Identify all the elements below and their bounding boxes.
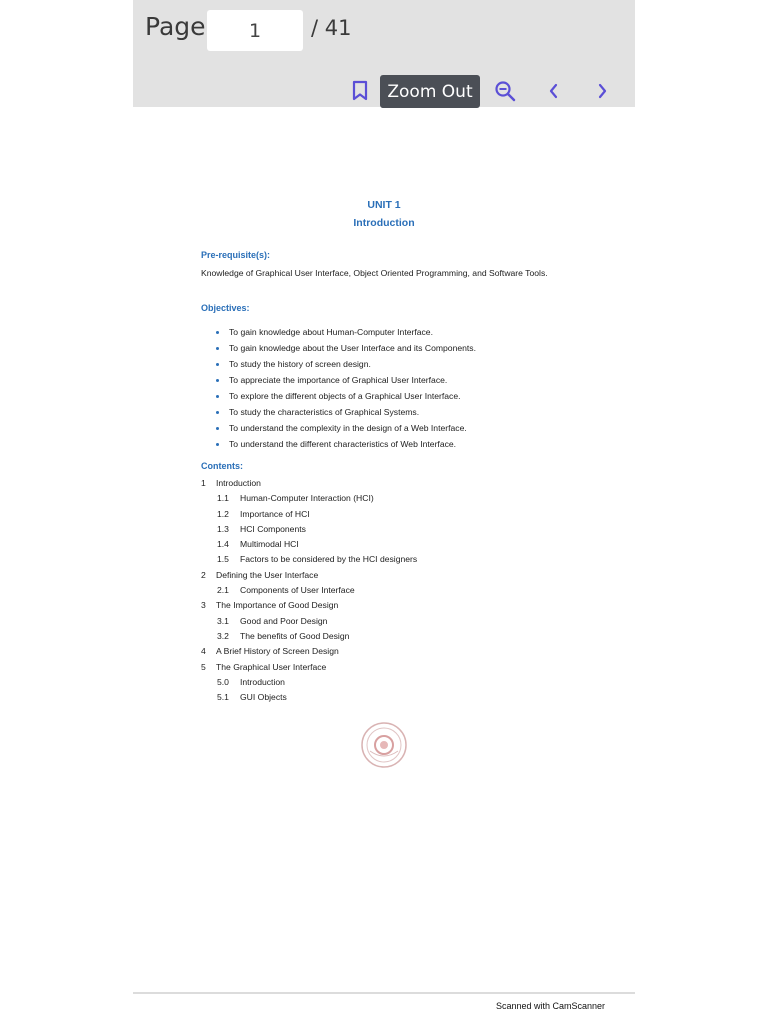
contents-item-title: The benefits of Good Design — [240, 630, 350, 641]
contents-item — [201, 614, 417, 629]
contents-item-title: Multimodal HCI — [240, 539, 299, 550]
contents-item — [201, 491, 417, 506]
objectives-list — [216, 325, 476, 453]
contents-item-number: 1.1 — [217, 493, 229, 504]
page-number-input[interactable] — [207, 10, 303, 51]
objective-item — [216, 389, 476, 405]
objective-text: To understand the complexity in the design of a Web Interface. — [229, 423, 467, 433]
contents-item-title: Human-Computer Interaction (HCI) — [240, 493, 374, 504]
next-page-button[interactable] — [587, 76, 617, 106]
contents-item-title: GUI Objects — [240, 692, 287, 703]
contents-item — [201, 583, 417, 598]
contents-item-number: 3 — [201, 600, 206, 611]
contents-item-number: 1 — [201, 478, 206, 488]
contents-item — [201, 476, 417, 491]
contents-item — [201, 522, 417, 537]
contents-item-number: 3.2 — [217, 630, 229, 641]
contents-item — [201, 507, 417, 522]
page-total: / 41 — [311, 16, 352, 40]
bullet-icon — [216, 363, 219, 366]
prereq-heading: Pre-requisite(s): — [201, 250, 271, 260]
contents-item-title: Components of User Interface — [240, 585, 355, 596]
objective-text: To gain knowledge about the User Interface and its Components. — [229, 343, 476, 353]
contents-item-title: Good and Poor Design — [240, 615, 328, 626]
bullet-icon — [216, 411, 219, 414]
objective-text: To understand the different characteristics of Web Interface. — [229, 439, 457, 449]
prereq-text: Knowledge of Graphical User Interface, Object Oriented Programming, and Software Tools. — [201, 268, 548, 278]
contents-item-title: Introduction — [216, 478, 261, 488]
contents-item-number: 1.5 — [217, 554, 229, 565]
contents-list — [201, 476, 417, 705]
bullet-icon — [216, 395, 219, 398]
objective-text: To study the characteristics of Graphical Systems. — [229, 407, 420, 417]
page-divider — [133, 992, 635, 994]
contents-item-number: 5.0 — [217, 676, 229, 687]
contents-item — [201, 537, 417, 552]
chevron-right-icon — [595, 82, 609, 100]
chevron-left-icon — [547, 82, 561, 100]
contents-item-title: Factors to be considered by the HCI designers — [240, 554, 418, 565]
objective-text: To explore the different objects of a Graphical User Interface. — [229, 391, 461, 401]
objective-item — [216, 341, 476, 357]
contents-item-number: 3.1 — [217, 615, 229, 626]
bullet-icon — [216, 427, 219, 430]
contents-heading: Contents: — [201, 461, 243, 471]
unit-number: UNIT 1 — [367, 199, 401, 211]
contents-item — [201, 568, 417, 583]
objective-item — [216, 421, 476, 437]
contents-item-number: 1.4 — [217, 539, 229, 550]
objectives-heading: Objectives: — [201, 303, 250, 313]
scanner-watermark: Scanned with CamScanner — [496, 1001, 606, 1011]
bullet-icon — [216, 379, 219, 382]
contents-item-number: 5 — [201, 661, 206, 672]
contents-item — [201, 675, 417, 690]
contents-item-title: A Brief History of Screen Design — [216, 646, 339, 657]
zoom-out-icon-button[interactable] — [490, 76, 520, 106]
unit-title: Introduction — [353, 217, 415, 229]
page-label: Page — [145, 12, 206, 41]
zoom-out-icon — [494, 80, 516, 102]
contents-item-number: 2 — [201, 569, 206, 580]
contents-item-title: The Importance of Good Design — [216, 600, 339, 611]
objective-item — [216, 325, 476, 341]
contents-item — [201, 598, 417, 613]
contents-item-number: 4 — [201, 646, 206, 657]
contents-item-number: 5.1 — [217, 692, 229, 703]
objective-text: To appreciate the importance of Graphical User Interface. — [229, 375, 448, 385]
contents-item-number: 1.2 — [217, 508, 229, 519]
bookmark-icon — [351, 80, 369, 102]
contents-item — [201, 629, 417, 644]
contents-item-title: Introduction — [240, 676, 285, 687]
objective-item — [216, 437, 476, 453]
bookmark-button[interactable] — [345, 76, 375, 106]
contents-item-title: HCI Components — [240, 523, 306, 534]
document-page — [0, 107, 768, 1024]
objective-text: To study the history of screen design. — [229, 359, 371, 369]
contents-item — [201, 690, 417, 705]
contents-item-title: The Graphical User Interface — [216, 661, 327, 672]
contents-item-title: Importance of HCI — [240, 508, 310, 519]
university-seal-logo — [360, 721, 408, 769]
contents-item-title: Defining the User Interface — [216, 569, 319, 580]
contents-item-number: 2.1 — [217, 585, 229, 596]
previous-page-button[interactable] — [539, 76, 569, 106]
viewer-toolbar — [133, 0, 635, 107]
bullet-icon — [216, 443, 219, 446]
contents-item — [201, 660, 417, 675]
objective-item — [216, 357, 476, 373]
objective-item — [216, 405, 476, 421]
contents-item — [201, 644, 417, 659]
contents-item — [201, 552, 417, 567]
objective-text: To gain knowledge about Human-Computer Interface. — [229, 327, 433, 337]
bullet-icon — [216, 347, 219, 350]
objective-item — [216, 373, 476, 389]
zoom-out-button[interactable]: Zoom Out — [380, 75, 480, 108]
bullet-icon — [216, 331, 219, 334]
contents-item-number: 1.3 — [217, 523, 229, 534]
